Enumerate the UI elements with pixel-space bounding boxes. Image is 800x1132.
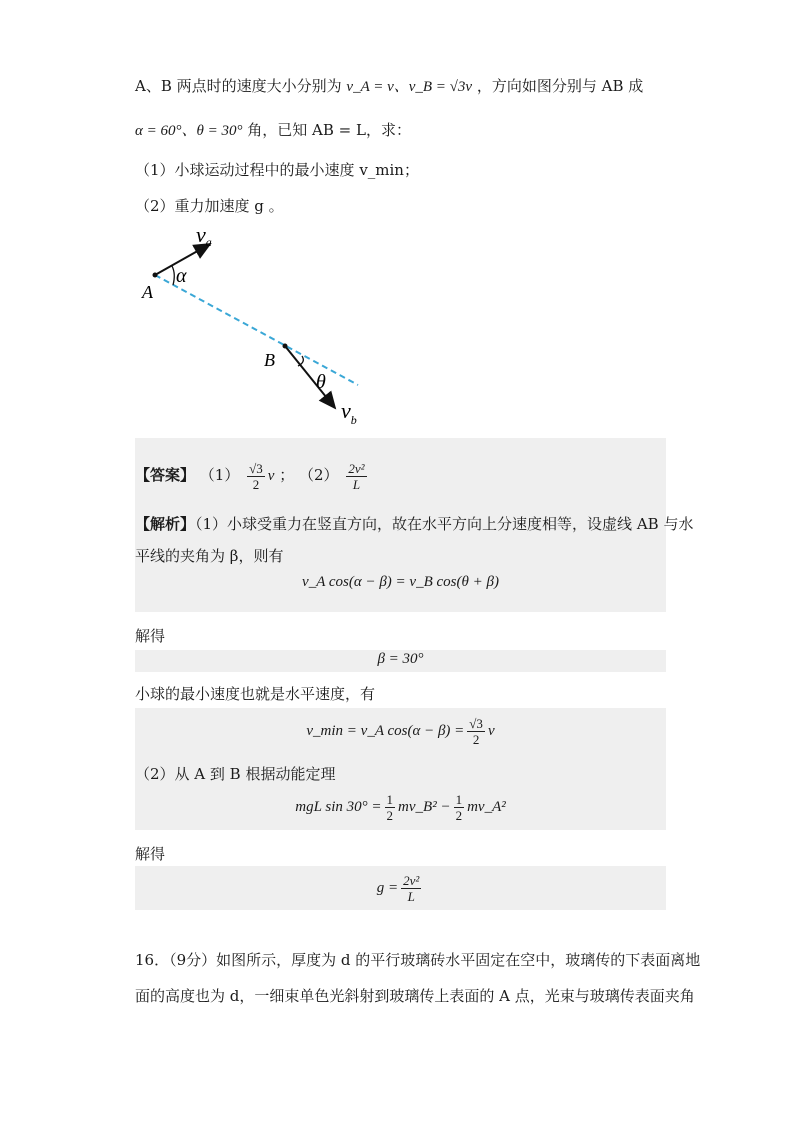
- answer-2-fraction: [346, 461, 366, 492]
- answer-tag: 【答案】: [135, 466, 196, 484]
- equation-5-numerator: 2v²: [403, 873, 420, 889]
- answer-1-variable: v: [267, 468, 275, 484]
- analysis-line-1: [135, 514, 693, 534]
- equation-4: [135, 790, 666, 824]
- equation-3: [135, 714, 666, 748]
- svg-text:va: [196, 222, 212, 249]
- equation-5: [135, 871, 666, 905]
- equation-5-fraction: [401, 873, 421, 904]
- equation-4-term-a: mv_A²: [467, 799, 506, 815]
- answer-part-2-label: （2）: [299, 466, 339, 484]
- alpha-arc: [172, 266, 174, 285]
- answer-2-numerator: 2v²: [348, 460, 365, 476]
- label-alpha: α: [176, 265, 187, 287]
- next-problem-line-2: 面的高度也为 d，一细束单色光斜射到玻璃传上表面的 A 点，光束与玻璃传表面夹角: [135, 987, 695, 1005]
- half-denominator: 2: [386, 808, 394, 824]
- equation-5-denominator: L: [407, 889, 415, 905]
- label-vb: v: [341, 398, 351, 423]
- equation-3-left: v_min = v_A cos(α − β) =: [306, 723, 465, 739]
- problem-text: 角，已知 AB = L，求：: [247, 121, 411, 139]
- label-va-sub: a: [205, 235, 212, 249]
- angle-equation: α = 60°、θ = 30°: [135, 123, 243, 139]
- equation-3-numerator: √3: [469, 716, 483, 732]
- answer-1-denominator: 2: [252, 476, 260, 492]
- svg-text:vb: [341, 398, 357, 427]
- equation-5-left: g =: [376, 880, 399, 896]
- half-numerator: 1: [386, 792, 394, 808]
- answer-part-1-label: （1）: [199, 466, 240, 484]
- problem-line-2: [135, 120, 411, 141]
- analysis-tag: 【解析】: [135, 515, 196, 533]
- solve-label-2: 解得: [135, 845, 166, 863]
- label-va: v: [196, 222, 206, 247]
- half-denominator: 2: [455, 808, 463, 824]
- half-numerator: 1: [455, 792, 463, 808]
- label-theta: θ: [316, 371, 326, 393]
- analysis-line-2: 平线的夹角为 β，则有: [135, 547, 284, 565]
- equation-4-left: mgL sin 30° =: [295, 799, 382, 815]
- answer-line: [135, 458, 370, 493]
- equation-3-variable: v: [487, 723, 495, 739]
- question-1: （1）小球运动过程中的最小速度 v_min；: [135, 161, 419, 179]
- problem-text: A、B 两点时的速度大小分别为: [135, 77, 342, 95]
- velocity-diagram: [130, 222, 390, 432]
- label-a: A: [142, 282, 153, 302]
- next-problem-line-1: 16．（9分）如图所示，厚度为 d 的平行玻璃砖水平固定在空中，玻璃传的下表面离地: [135, 951, 701, 969]
- answer-separator: ；: [279, 466, 295, 484]
- question-2: （2）重力加速度 g 。: [135, 197, 284, 215]
- equation-4-half-2: [454, 792, 465, 823]
- answer-1-numerator: √3: [249, 460, 263, 476]
- problem-text: ，方向如图分别与 AB 成: [476, 77, 644, 95]
- velocity-equation: v_A = v、v_B = √3v: [346, 79, 473, 95]
- label-vb-sub: b: [350, 413, 357, 427]
- ab-dashed-line: [155, 275, 358, 385]
- equation-3-fraction: [467, 716, 485, 747]
- equation-3-denominator: 2: [472, 732, 480, 748]
- problem-line-1: [135, 76, 643, 97]
- equation-1: v_A cos(α − β) = v_B cos(θ + β): [302, 574, 499, 590]
- equation-4-term-b: mv_B² −: [398, 799, 451, 815]
- analysis-line-4: （2）从 A 到 B 根据动能定理: [135, 765, 336, 783]
- solve-label-1: 解得: [135, 627, 166, 645]
- answer-2-denominator: L: [352, 476, 361, 492]
- equation-4-half-1: [385, 792, 396, 823]
- label-b: B: [264, 350, 275, 370]
- analysis-text: （1）小球受重力在竖直方向，故在水平方向上分速度相等，设虚线 AB 与水: [195, 515, 694, 533]
- point-b: [283, 344, 288, 349]
- answer-1-fraction: [247, 461, 265, 492]
- vb-arrow: [285, 346, 335, 408]
- analysis-line-3: 小球的最小速度也就是水平速度，有: [135, 685, 376, 703]
- point-a: [153, 273, 158, 278]
- equation-2: β = 30°: [377, 651, 424, 667]
